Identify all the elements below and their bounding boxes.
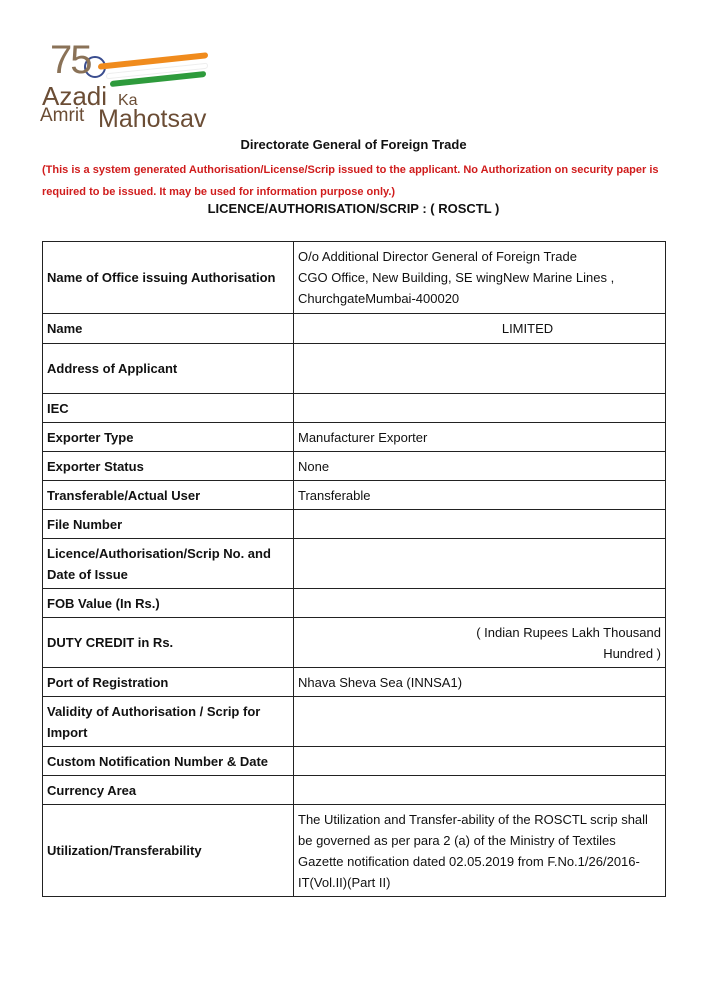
azadi-ka-amrit-mahotsav-logo xyxy=(40,38,220,133)
logo-amrit: Amrit xyxy=(40,105,85,126)
table-row xyxy=(43,747,666,776)
row-value xyxy=(294,394,666,423)
table-row xyxy=(43,805,666,897)
row-label: Validity of Authorisation / Scrip for Import xyxy=(43,697,294,747)
table-row xyxy=(43,697,666,747)
row-label: Name of Office issuing Authorisation xyxy=(43,242,294,314)
row-value: O/o Additional Director General of Foreign Trade CGO Office, New Building, SE wingNew Marine Lines , ChurchgateMumbai-400020 xyxy=(294,242,666,314)
row-label: Exporter Status xyxy=(43,452,294,481)
row-value: Manufacturer Exporter xyxy=(294,423,666,452)
row-label: Port of Registration xyxy=(43,668,294,697)
row-label: Transferable/Actual User xyxy=(43,481,294,510)
row-label: Licence/Authorisation/Scrip No. and Date of Issue xyxy=(43,539,294,589)
table-row xyxy=(43,452,666,481)
row-label: Exporter Type xyxy=(43,423,294,452)
row-value xyxy=(294,589,666,618)
table-row xyxy=(43,510,666,539)
row-value xyxy=(294,776,666,805)
page-title: Directorate General of Foreign Trade xyxy=(240,137,467,152)
table-row xyxy=(43,242,666,314)
table-row xyxy=(43,539,666,589)
table-row xyxy=(43,668,666,697)
table-row xyxy=(43,423,666,452)
table-row xyxy=(43,618,666,668)
row-label: File Number xyxy=(43,510,294,539)
row-value: The Utilization and Transfer-ability of the ROSCTL scrip shall be governed as per para 2 (a) of the Ministry of Textiles Gazette notification dated 02.05.2019 from F.No.1/26/2016-IT(Vol.II)(Part II) xyxy=(294,805,666,897)
row-label: FOB Value (In Rs.) xyxy=(43,589,294,618)
logo-ka: Ka xyxy=(118,92,138,109)
document-subtitle: LICENCE/AUTHORISATION/SCRIP : ( ROSCTL ) xyxy=(207,201,500,216)
table-row xyxy=(43,344,666,394)
table-row xyxy=(43,481,666,510)
row-value xyxy=(294,747,666,776)
row-label: Address of Applicant xyxy=(43,344,294,394)
row-label: DUTY CREDIT in Rs. xyxy=(43,618,294,668)
table-row xyxy=(43,776,666,805)
row-value xyxy=(294,510,666,539)
logo-mahotsav: Mahotsav xyxy=(98,105,207,133)
table-row xyxy=(43,314,666,344)
row-label: Currency Area xyxy=(43,776,294,805)
row-value xyxy=(294,697,666,747)
row-label: Custom Notification Number & Date xyxy=(43,747,294,776)
row-label: IEC xyxy=(43,394,294,423)
row-label: Name xyxy=(43,314,294,344)
row-value: Transferable xyxy=(294,481,666,510)
row-value xyxy=(294,539,666,589)
logo-azadi: Azadi xyxy=(42,81,108,111)
table-row xyxy=(43,589,666,618)
row-value: LIMITED xyxy=(294,314,666,344)
row-value xyxy=(294,344,666,394)
row-label: Utilization/Transferability xyxy=(43,805,294,897)
table-row xyxy=(43,394,666,423)
authorisation-table xyxy=(42,241,666,897)
row-value: None xyxy=(294,452,666,481)
system-notice: (This is a system generated Authorisation/License/Scrip issued to the applicant. No Authorization on security paper is required to be issued. It may be used for information purpose only.) xyxy=(42,164,659,198)
row-value: ( Indian Rupees Lakh Thousand Hundred ) xyxy=(294,618,666,668)
row-value: Nhava Sheva Sea (INNSA1) xyxy=(294,668,666,697)
logo-number: 75 xyxy=(50,38,91,82)
